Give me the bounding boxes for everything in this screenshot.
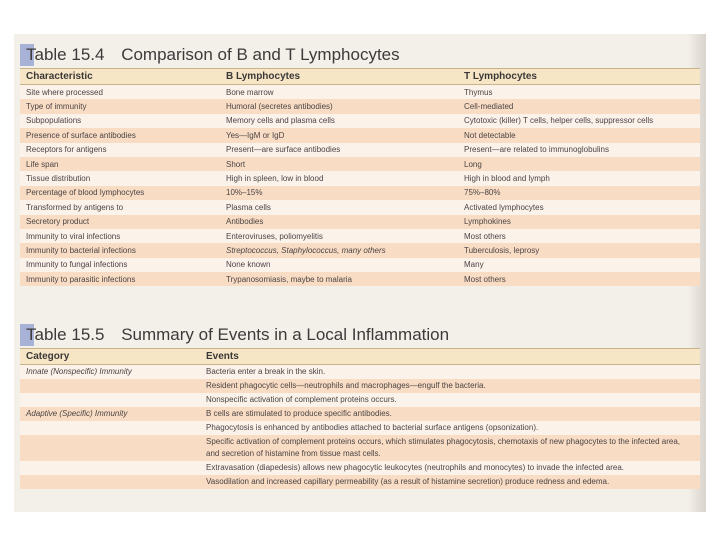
event-cell: Phagocytosis is enhanced by antibodies attached to bacterial surface antigens (opsonization). (206, 423, 539, 432)
table-title (20, 42, 700, 68)
characteristic-cell: Transformed by antigens to (26, 202, 124, 212)
table-row (20, 272, 700, 286)
t-lymphocyte-cell: Long (464, 159, 482, 169)
b-lymphocyte-cell: High in spleen, low in blood (226, 174, 324, 184)
t-lymphocyte-cell: Most others (464, 274, 506, 284)
b-lymphocyte-cell: None known (226, 260, 271, 270)
characteristic-cell: Percentage of blood lymphocytes (26, 188, 145, 198)
table-row (20, 186, 700, 200)
event-cell: Vasodilation and increased capillary permeability (as a result of histamine secretion) produce redness and edema. (206, 477, 610, 486)
t-lymphocyte-cell: 75%–80% (464, 188, 501, 198)
header-events: Events (206, 351, 239, 362)
table-row (20, 229, 700, 243)
t-lymphocyte-cell: Lymphokines (464, 217, 511, 227)
t-lymphocyte-cell: Thymus (464, 87, 493, 97)
t-lymphocyte-cell: Many (464, 260, 484, 270)
table-row (20, 99, 700, 113)
category-cell: Adaptive (Specific) Immunity (26, 409, 128, 418)
table-row (20, 157, 700, 171)
b-lymphocyte-cell: 10%–15% (226, 188, 263, 198)
table-row (20, 85, 700, 99)
table-row (20, 258, 700, 272)
event-cell: B cells are stimulated to produce specific antibodies. (206, 409, 392, 418)
b-lymphocyte-cell: Streptococcus, Staphylococcus, many others (226, 245, 386, 255)
table-body (20, 365, 700, 489)
table-title (20, 322, 700, 348)
t-lymphocyte-cell: Activated lymphocytes (464, 202, 544, 212)
table-row (20, 143, 700, 157)
category-cell: Innate (Nonspecific) Immunity (26, 367, 132, 376)
characteristic-cell: Site where processed (26, 87, 103, 97)
event-cell: Nonspecific activation of complement proteins occurs. (206, 395, 397, 404)
t-lymphocyte-cell: Cytotoxic (killer) T cells, helper cells, suppressor cells (464, 116, 654, 126)
table-body (20, 85, 700, 286)
characteristic-cell: Immunity to parasitic infections (26, 274, 136, 284)
event-cell: Specific activation of complement proteins occurs, which stimulates phagocytosis, chemotaxis of new phagocytes to the infected area, and secretion of histamine from tissue mast cells. (206, 437, 681, 458)
header-t-lymphocytes: T Lymphocytes (464, 71, 537, 82)
table-number: Table 15.5 (26, 325, 105, 344)
table-row (20, 243, 700, 257)
characteristic-cell: Secretory product (26, 217, 90, 227)
table-15-5 (20, 322, 700, 489)
header-b-lymphocytes: B Lymphocytes (226, 71, 301, 82)
characteristic-cell: Type of immunity (26, 102, 87, 112)
b-lymphocyte-cell: Enteroviruses, poliomyelitis (226, 231, 323, 241)
table-title-text: Summary of Events in a Local Inflammation (121, 325, 450, 344)
b-lymphocyte-cell: Antibodies (226, 217, 264, 227)
characteristic-cell: Immunity to viral infections (26, 231, 121, 241)
characteristic-cell: Presence of surface antibodies (26, 130, 136, 140)
b-lymphocyte-cell: Present—are surface antibodies (226, 145, 341, 155)
t-lymphocyte-cell: Not detectable (464, 130, 516, 140)
table-row (20, 421, 700, 435)
table-row (20, 379, 700, 393)
table-row (20, 393, 700, 407)
table-row (20, 171, 700, 185)
table-row (20, 475, 700, 489)
event-cell: Bacteria enter a break in the skin. (206, 367, 326, 376)
characteristic-cell: Immunity to bacterial infections (26, 245, 136, 255)
table-row (20, 461, 700, 475)
t-lymphocyte-cell: Cell-mediated (464, 102, 514, 112)
table-row (20, 215, 700, 229)
event-cell: Extravasation (diapedesis) allows new phagocytic leukocytes (neutrophils and monocytes) to invade the infected area. (206, 463, 625, 472)
t-lymphocyte-cell: Present—are related to immunoglobulins (464, 145, 609, 155)
table-number: Table 15.4 (26, 45, 105, 64)
table-row (20, 435, 700, 461)
table-header (20, 68, 700, 85)
scanned-page (14, 34, 706, 512)
table-row (20, 407, 700, 421)
b-lymphocyte-cell: Bone marrow (226, 87, 274, 97)
t-lymphocyte-cell: Most others (464, 231, 506, 241)
event-cell: Resident phagocytic cells—neutrophils and macrophages—engulf the bacteria. (206, 381, 486, 390)
t-lymphocyte-cell: High in blood and lymph (464, 174, 550, 184)
table-row (20, 200, 700, 214)
t-lymphocyte-cell: Tuberculosis, leprosy (464, 245, 540, 255)
table-title-text: Comparison of B and T Lymphocytes (121, 45, 400, 64)
characteristic-cell: Tissue distribution (26, 174, 91, 184)
table-row (20, 114, 700, 128)
b-lymphocyte-cell: Memory cells and plasma cells (226, 116, 335, 126)
characteristic-cell: Subpopulations (26, 116, 82, 126)
characteristic-cell: Receptors for antigens (26, 145, 107, 155)
b-lymphocyte-cell: Plasma cells (226, 202, 271, 212)
b-lymphocyte-cell: Short (226, 159, 246, 169)
b-lymphocyte-cell: Humoral (secretes antibodies) (226, 102, 333, 112)
table-15-4 (20, 42, 700, 286)
header-characteristic: Characteristic (26, 71, 93, 82)
header-category: Category (26, 351, 70, 362)
characteristic-cell: Immunity to fungal infections (26, 260, 128, 270)
b-lymphocyte-cell: Trypanosomiasis, maybe to malaria (226, 274, 352, 284)
table-row (20, 128, 700, 142)
table-row (20, 365, 700, 379)
characteristic-cell: Life span (26, 159, 59, 169)
b-lymphocyte-cell: Yes—IgM or IgD (226, 130, 285, 140)
table-header (20, 348, 700, 365)
